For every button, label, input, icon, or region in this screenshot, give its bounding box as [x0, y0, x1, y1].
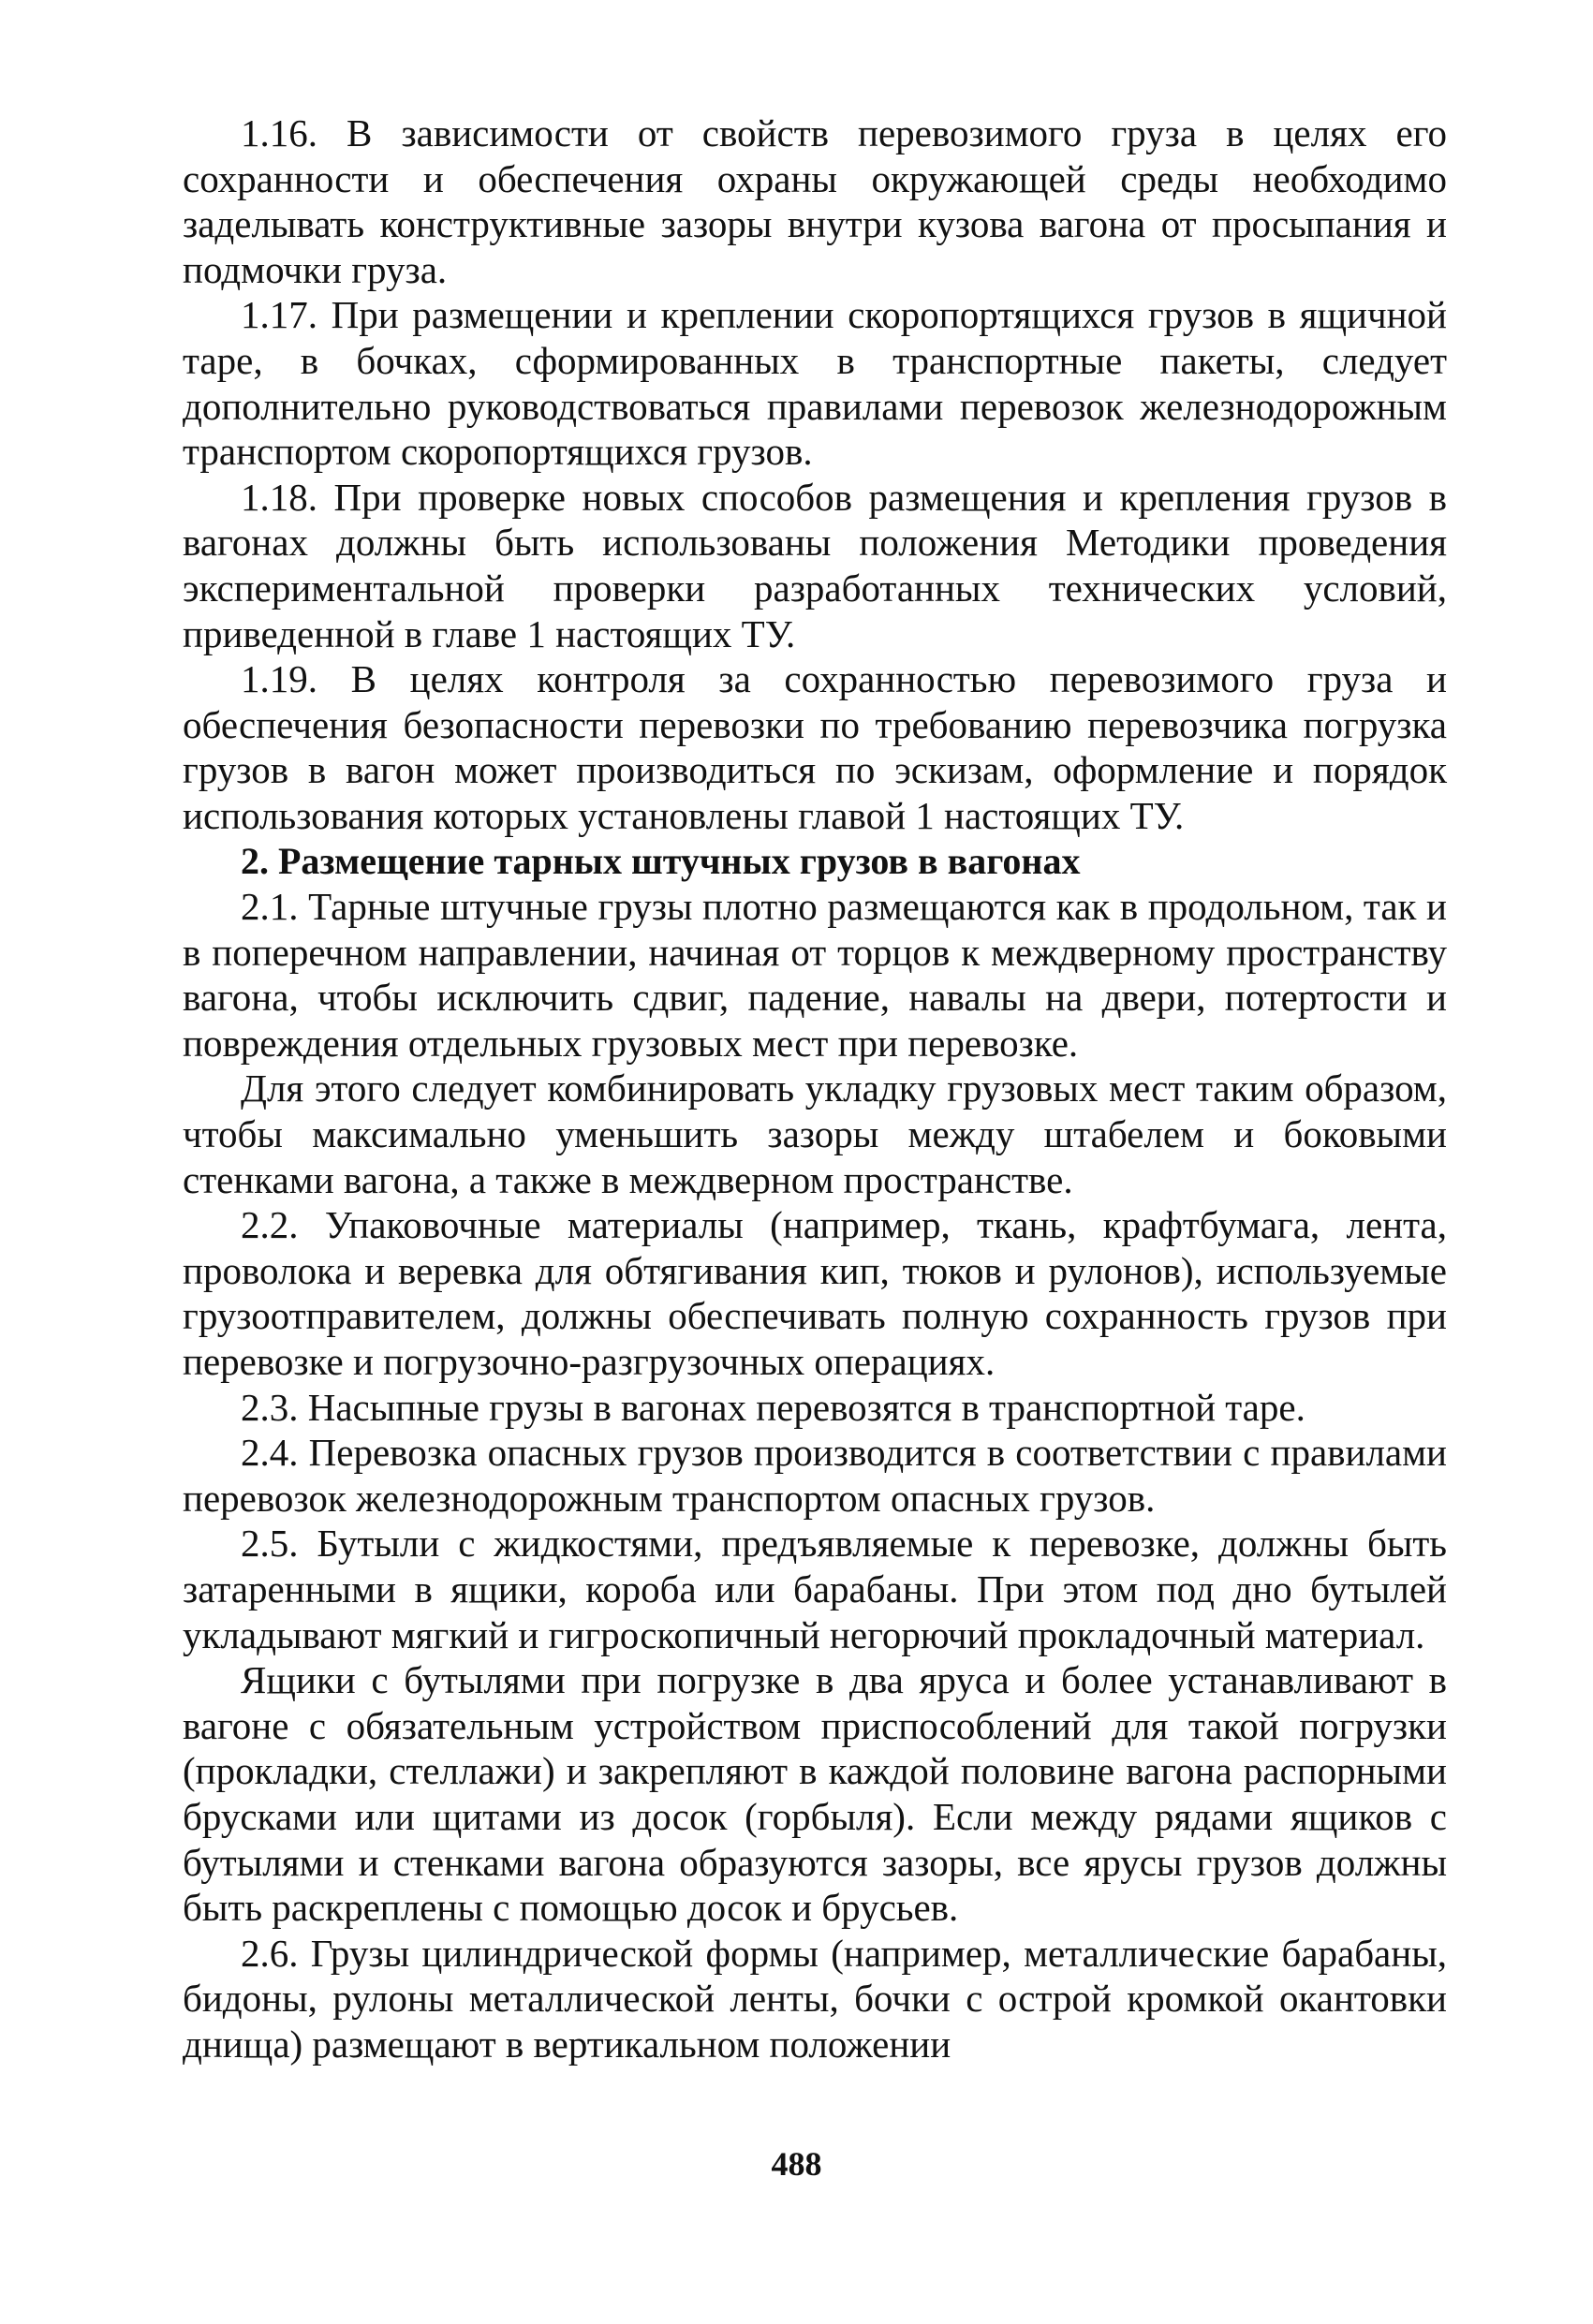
- paragraph-1-17: 1.17. При размещении и креплении скоропортящихся грузов в ящичной таре, в бочках, сформированных в транспортные пакеты, следует дополнительно руководствоваться правилами перевозок железнодорожным транспортом скоропортящихся грузов.: [183, 293, 1447, 474]
- document-body: [183, 110, 1447, 2067]
- paragraph-1-19: 1.19. В целях контроля за сохранностью перевозимого груза и обеспечения безопасности перевозки по требованию перевозчика погрузка грузов в вагон может производиться по эскизам, оформление и порядок использования которых установлены главой 1 настоящих ТУ.: [183, 657, 1447, 837]
- page-number: 488: [771, 2145, 822, 2183]
- paragraph-1-18: 1.18. При проверке новых способов размещения и крепления грузов в вагонах должны быть использованы положения Методики проведения экспериментальной проверки разработанных технических условий, приведенной в главе 1 настоящих ТУ.: [183, 475, 1447, 655]
- section-heading-2: 2. Размещение тарных штучных грузов в вагонах: [241, 839, 1081, 882]
- paragraph-2-1: 2.1. Тарные штучные грузы плотно размещаются как в продольном, так и в поперечном направлении, начиная от торцов к междверному пространству вагона, чтобы исключить сдвиг, падение, навалы на двери, потертости и повреждения отдельных грузовых мест при перевозке.: [183, 885, 1447, 1065]
- paragraph-2-6: 2.6. Грузы цилиндрической формы (например, металлические барабаны, бидоны, рулоны металлической ленты, бочки с острой кромкой окантовки днища) размещают в вертикальном положении: [183, 1931, 1447, 2066]
- paragraph-2-1-continued: Для этого следует комбинировать укладку грузовых мест таким образом, чтобы максимально уменьшить зазоры между штабелем и боковыми стенками вагона, а также в междверном пространстве.: [183, 1066, 1447, 1201]
- paragraph-1-16: 1.16. В зависимости от свойств перевозимого груза в целях его сохранности и обеспечения охраны окружающей среды необходимо заделывать конструктивные зазоры внутри кузова вагона от просыпания и подмочки груза.: [183, 111, 1447, 291]
- paragraph-2-5-continued: Ящики с бутылями при погрузке в два яруса и более устанавливают в вагоне с обязательным устройством приспособлений для такой погрузки (прокладки, стеллажи) и закрепляют в каждой половине вагона распорными брусками или щитами из досок (горбыля). Если между рядами ящиков с бутылями и стенками вагона образуются зазоры, все ярусы грузов должны быть раскреплены с помощью досок и брусьев.: [183, 1658, 1447, 1930]
- paragraph-2-5: 2.5. Бутыли с жидкостями, предъявляемые к перевозке, должны быть затаренными в ящики, короба или барабаны. При этом под дно бутылей укладывают мягкий и гигроскопичный негорючий прокладочный материал.: [183, 1522, 1447, 1656]
- paragraph-2-3: 2.3. Насыпные грузы в вагонах перевозятся в транспортной таре.: [241, 1385, 1305, 1429]
- paragraph-2-2: 2.2. Упаковочные материалы (например, ткань, крафтбумага, лента, проволока и веревка для обтягивания кип, тюков и рулонов), используемые грузоотправителем, должны обеспечивать полную сохранность грузов при перевозке и погрузочно-разгрузочных операциях.: [183, 1203, 1447, 1384]
- paragraph-2-4: 2.4. Перевозка опасных грузов производится в соответствии с правилами перевозок железнодорожным транспортом опасных грузов.: [183, 1431, 1447, 1520]
